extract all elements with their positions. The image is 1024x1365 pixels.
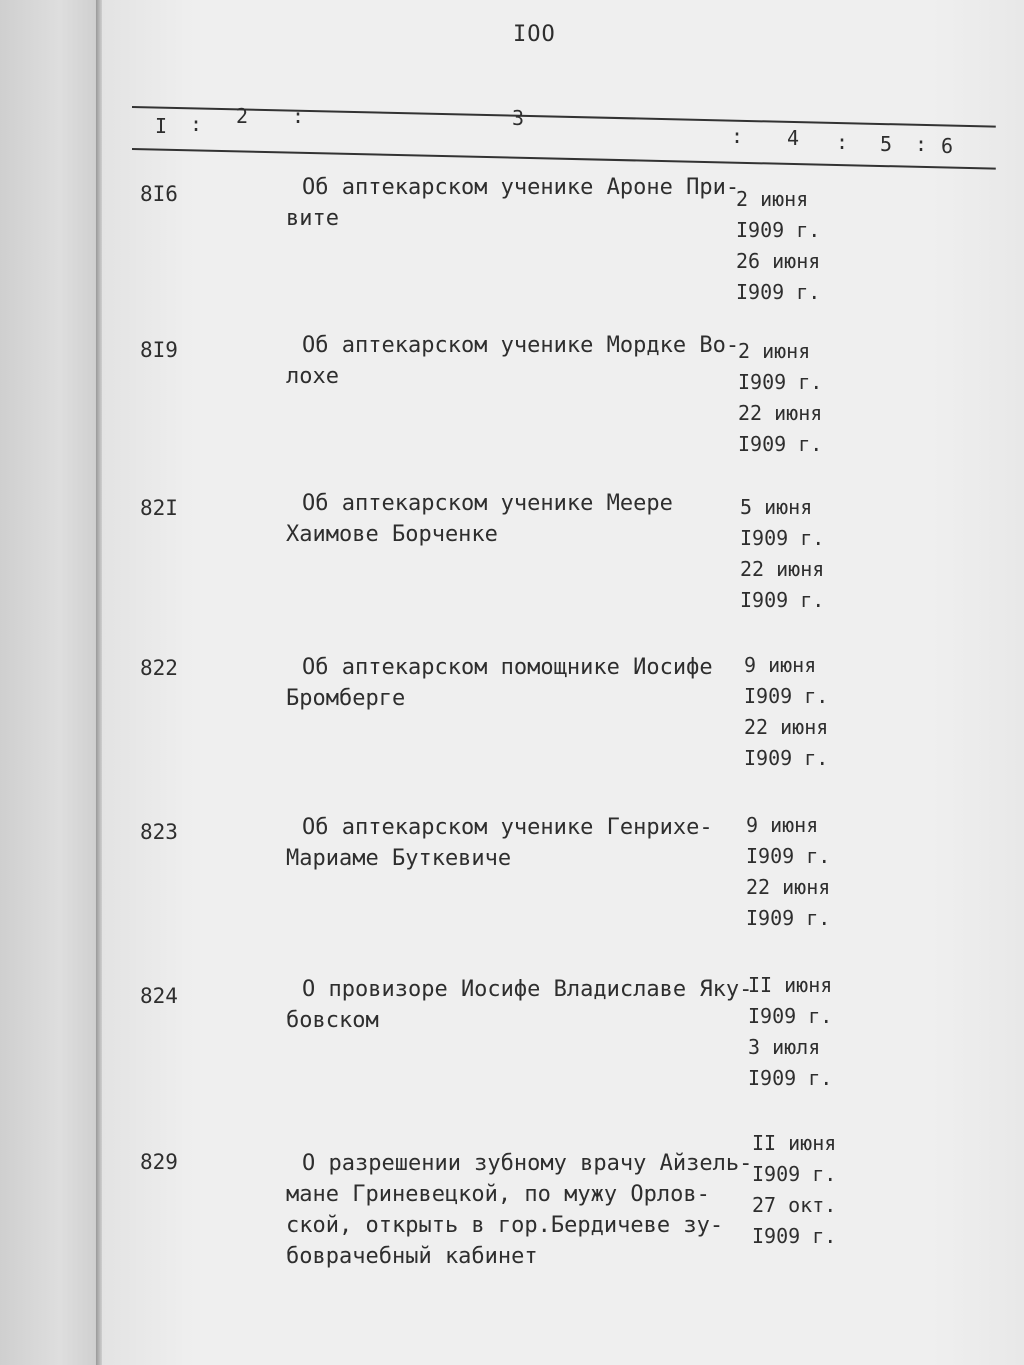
entry-title — [286, 652, 756, 714]
entry-title-line: Об аптекарском ученике Ароне При- — [302, 175, 740, 200]
start-date-day: II июня — [752, 1131, 837, 1155]
start-date-year: I909 г. — [736, 218, 821, 242]
entry-title-line: Бромберге — [286, 686, 406, 711]
entry-number: 824 — [140, 984, 178, 1008]
column-header-2: 2 — [236, 104, 249, 128]
entry-title — [286, 330, 756, 392]
column-header-3: 3 — [512, 106, 525, 130]
entry-dates — [748, 970, 832, 1094]
entry-dates — [736, 184, 820, 308]
end-date-year: I909 г. — [740, 588, 825, 612]
start-date-year: I909 г. — [752, 1162, 837, 1186]
column-separator: : — [731, 124, 744, 148]
entry-dates — [746, 810, 830, 934]
start-date-day: 9 июня — [746, 813, 819, 837]
column-separator: : — [292, 104, 305, 128]
entry-number: 829 — [140, 1150, 178, 1174]
column-separator: : — [190, 112, 203, 136]
entry-dates — [744, 650, 828, 774]
column-separator: : — [836, 130, 849, 154]
column-header-6: 6 — [941, 134, 954, 158]
column-header-4: 4 — [787, 126, 800, 150]
entry-title-line: мане Гриневецкой, по мужу Орлов- — [286, 1182, 710, 1207]
end-date-year: I909 г. — [746, 906, 831, 930]
entry-dates — [740, 492, 824, 616]
entry-title — [286, 488, 756, 550]
entry-title — [286, 172, 756, 234]
column-header-5: 5 — [880, 132, 893, 156]
start-date-year: I909 г. — [744, 684, 829, 708]
end-date-year: I909 г. — [752, 1224, 837, 1248]
entry-number: 82I — [140, 496, 178, 520]
entry-title-line: Об аптекарском ученике Генрихе- — [302, 815, 713, 840]
entry-title — [286, 812, 756, 874]
end-date-day: 22 июня — [740, 557, 825, 581]
entry-title-line: бовском — [286, 1008, 379, 1033]
entry-title-line: ской, открыть в гор.Бердичеве зу- — [286, 1213, 724, 1238]
start-date-year: I909 г. — [746, 844, 831, 868]
start-date-day: 9 июня — [744, 653, 817, 677]
start-date-year: I909 г. — [738, 370, 823, 394]
end-date-day: 27 окт. — [752, 1193, 837, 1217]
end-date-day: 26 июня — [736, 249, 821, 273]
end-date-year: I909 г. — [748, 1066, 833, 1090]
end-date-day: 22 июня — [738, 401, 823, 425]
entry-number: 823 — [140, 820, 178, 844]
entry-title-line: О провизоре Иосифе Владиславе Яку- — [302, 977, 753, 1002]
entry-title-line: Мариаме Буткевиче — [286, 846, 512, 871]
column-header-1: I — [155, 114, 168, 138]
start-date-year: I909 г. — [740, 526, 825, 550]
entry-number: 8I6 — [140, 182, 178, 206]
start-date-day: 2 июня — [738, 339, 811, 363]
entry-number: 822 — [140, 656, 178, 680]
entry-dates — [752, 1128, 836, 1252]
entry-title-line: О разрешении зубному врачу Айзель- — [302, 1151, 753, 1176]
end-date-day: 22 июня — [746, 875, 831, 899]
end-date-year: I909 г. — [736, 280, 821, 304]
entry-title-line: Об аптекарском помощнике Иосифе — [302, 655, 713, 680]
entry-title-line: боврачебный кабинет — [286, 1244, 538, 1269]
page-number: IOO — [513, 22, 556, 47]
facing-page-edge — [0, 0, 100, 1365]
column-separator: : — [915, 132, 928, 156]
entry-title-line: лохе — [286, 364, 339, 389]
end-date-year: I909 г. — [744, 746, 829, 770]
entry-title — [286, 1148, 756, 1272]
entry-title-line: Об аптекарском ученике Мордке Во- — [302, 333, 740, 358]
end-date-year: I909 г. — [738, 432, 823, 456]
end-date-day: 22 июня — [744, 715, 829, 739]
start-date-day: 2 июня — [736, 187, 809, 211]
entry-title — [286, 974, 756, 1036]
entry-title-line: Об аптекарском ученике Меере — [302, 491, 673, 516]
entry-title-line: вите — [286, 206, 339, 231]
entry-number: 8I9 — [140, 338, 178, 362]
end-date-day: 3 июля — [748, 1035, 821, 1059]
start-date-day: 5 июня — [740, 495, 813, 519]
start-date-year: I909 г. — [748, 1004, 833, 1028]
entry-title-line: Хаимове Борченке — [286, 522, 498, 547]
entry-dates — [738, 336, 822, 460]
start-date-day: II июня — [748, 973, 833, 997]
